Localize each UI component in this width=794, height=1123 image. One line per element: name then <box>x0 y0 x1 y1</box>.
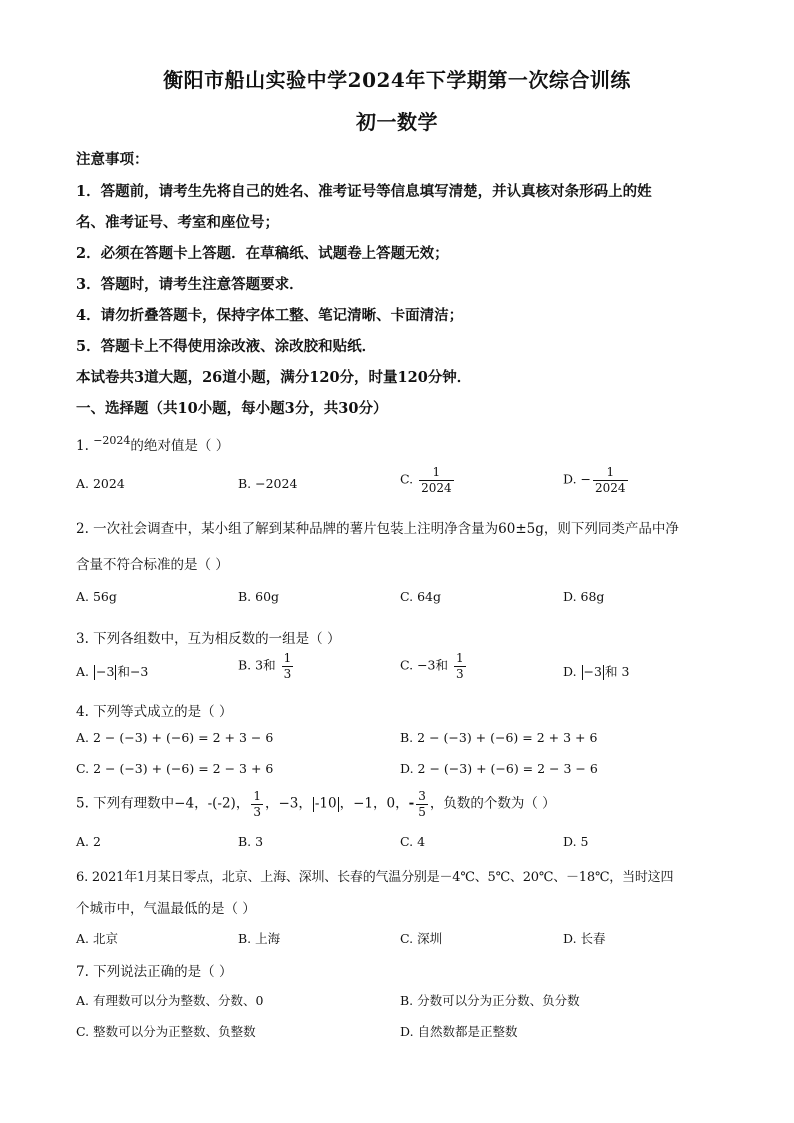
question-2-expression: 60±5g <box>498 521 544 537</box>
notice-item: 1．答题前，请考生先将自己的姓名、准考证号等信息填写清楚，并认真核对条形码上的姓 <box>76 183 652 200</box>
question-3-stem: 3. 下列各组数中，互为相反数的一组是（ ） <box>76 631 341 647</box>
question-4-stem: 4. 下列等式成立的是（ ） <box>76 704 233 720</box>
question-2-option-a: A. 56g <box>76 589 117 604</box>
page-subtitle: 初一数学 <box>356 110 438 134</box>
question-5-option-a: A. 2 <box>76 834 101 849</box>
question-3-option-b: B. 3和 $\frac{1}{3}$ <box>238 651 292 681</box>
question-5-option-d: D. 5 <box>563 834 589 849</box>
question-4-option-a: A. 2 − (−3) + (−6) = 2 + 3 − 6 <box>76 730 274 745</box>
abs-bar <box>313 797 314 812</box>
question-5-stem: 5. 下列有理数中−4，-(-2)， $\frac{1}{3}$ ，−3， -10 ，−1，0，- $\frac{3}{5}$ ，负数的个数为（ ） <box>76 789 556 819</box>
notice-item: 3．答题时，请考生注意答题要求． <box>76 276 304 293</box>
question-6-option-b: B. 上海 <box>238 931 281 946</box>
abs-bar <box>338 797 339 812</box>
fraction: $\frac{1}{3}$ <box>455 651 464 681</box>
question-3-option-a: A. −3 和−3 <box>76 664 149 679</box>
fraction: $\frac{1}{3}$ <box>283 651 292 681</box>
question-7-option-b: B. 分数可以分为正分数、负分数 <box>400 993 580 1008</box>
question-5-option-b: B. 3 <box>238 834 264 849</box>
question-7-option-a: A. 有理数可以分为整数、分数、0 <box>76 993 264 1008</box>
question-2-stem: 2. 一次社会调查中，某小组了解到某种品牌的薯片包装上注明净含量为60±5g，则下列同类产品中净 <box>76 521 679 537</box>
question-1-option-c: C. $\frac{1}{2024}$ <box>400 465 452 495</box>
notice-item: 5．答题卡上不得使用涂改液、涂改胶和贴纸． <box>76 338 377 355</box>
question-3-option-d: D. −3 和 3 <box>563 664 630 679</box>
fraction: $\frac{1}{2024}$ <box>595 465 626 495</box>
question-1-stem: 1. $^{-2024}$的绝对值是（ ） <box>76 434 230 454</box>
notice-item: 2．必须在答题卡上答题．在草稿纸、试题卷上答题无效； <box>76 245 449 262</box>
abs-bar <box>94 665 95 680</box>
question-2-option-d: D. 68g <box>563 589 605 604</box>
question-2-option-c: C. 64g <box>400 589 441 604</box>
question-1-option-d: D. − $\frac{1}{2024}$ <box>563 465 626 495</box>
abs-bar <box>603 665 604 680</box>
question-4-option-b: B. 2 − (−3) + (−6) = 2 + 3 + 6 <box>400 730 598 745</box>
question-4-option-d: D. 2 − (−3) + (−6) = 2 − 3 − 6 <box>400 761 598 776</box>
abs-bar <box>582 665 583 680</box>
page-title: 衡阳市船山实验中学2024年下学期第一次综合训练 <box>163 68 631 92</box>
question-1-option-a: A. 2024 <box>76 476 125 491</box>
question-2-option-b: B. 60g <box>238 589 280 604</box>
question-3-option-c: C. −3和 $\frac{1}{3}$ <box>400 651 464 681</box>
question-7-option-d: D. 自然数都是正整数 <box>400 1024 518 1039</box>
fraction: $\frac{3}{5}$ <box>418 789 426 819</box>
question-1-option-b: B. −2024 <box>238 476 298 491</box>
question-5-option-c: C. 4 <box>400 834 426 849</box>
question-6-option-a: A. 北京 <box>76 931 118 946</box>
notice-item: 4．请勿折叠答题卡，保持字体工整、笔记清晰、卡面清洁； <box>76 307 464 324</box>
notice-heading: 注意事项： <box>76 151 149 168</box>
section-heading: 一、选择题（共10小题，每小题3分，共30分） <box>76 400 388 417</box>
question-1-expression: −2024 <box>93 434 131 447</box>
question-2-stem-cont: 含量不符合标准的是（ ） <box>76 557 229 573</box>
question-6-option-d: D. 长春 <box>563 931 606 946</box>
exam-summary: 本试卷共3道大题，26道小题，满分120分，时量120分钟． <box>76 369 472 386</box>
question-6-option-c: C. 深圳 <box>400 931 443 946</box>
question-4-option-c: C. 2 − (−3) + (−6) = 2 − 3 + 6 <box>76 761 274 776</box>
question-7-stem: 7. 下列说法正确的是（ ） <box>76 964 233 980</box>
notice-item: 名、准考证号、考室和座位号； <box>76 214 279 231</box>
question-6-stem-cont: 个城市中，气温最低的是（ ） <box>76 901 256 917</box>
fraction: $\frac{1}{2024}$ <box>421 465 452 495</box>
question-7-option-c: C. 整数可以分为正整数、负整数 <box>76 1024 256 1039</box>
fraction: $\frac{1}{3}$ <box>253 789 261 819</box>
question-6-stem: 6. 2021年1月某日零点，北京、上海、深圳、长春的气温分别是－4℃、5℃、20℃、－18℃，当时这四 <box>76 870 674 885</box>
